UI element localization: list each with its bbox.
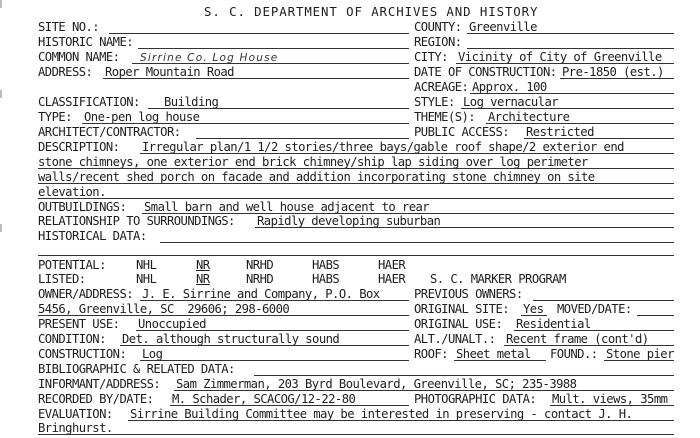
construction-label: CONSTRUCTION: [38,347,127,361]
previous-owners-line [533,300,674,301]
owner-line-1: J. E. Sirrine and Company, P.O. Box [142,287,380,301]
evaluation-underline-2 [38,434,674,435]
city-line [456,63,674,64]
scan-edge-mark [0,224,2,232]
alterations-line [504,345,674,346]
classification-value: Building [164,95,219,109]
bibliographic-line [254,375,674,376]
informant-label: INFORMANT/ADDRESS: [38,377,161,391]
alterations-label: ALT./UNALT.: [414,332,496,346]
surroundings-line [255,227,674,228]
evaluation-label: EVALUATION: [38,407,113,421]
description-underline-3 [38,183,674,184]
listed-habs: HABS [312,272,340,286]
photographic-label: PHOTOGRAPHIC DATA: [414,392,537,406]
condition-label: CONDITION: [38,332,106,346]
city-label: CITY: [414,50,448,64]
potential-nr: NR [196,258,210,272]
address-line [103,78,409,79]
foundation-value: Stone pier [606,347,674,361]
architect-line [196,138,409,139]
construction-line [140,360,409,361]
original-site-label: ORIGINAL SITE: [414,302,510,316]
owner-underline-1 [140,300,409,301]
roof-label: ROOF: [414,347,448,361]
themes-line [486,123,674,124]
architect-label: ARCHITECT/CONTRACTOR: [38,125,181,139]
description-line-4: elevation. [38,185,106,199]
original-use-value: Residential [516,317,591,331]
potential-habs: HABS [312,258,340,272]
style-value: Log vernacular [463,95,559,109]
listed-nhl: NHL [136,272,157,286]
themes-label: THEME(S): [414,110,476,124]
common-name-value: Sirrine Co. Log House [140,52,279,64]
region-label: REGION: [414,35,462,49]
original-use-label: ORIGINAL USE: [414,317,503,331]
site-no-label: SITE NO.: [38,20,100,34]
informant-value: Sam Zimmerman, 203 Byrd Boulevard, Greenville, SC; 235-3988 [176,377,577,391]
acreage-label: ACREAGE: [414,80,469,94]
description-line-2: stone chimneys, one exterior end brick chimney/ship lap siding over log perimeter [38,155,588,169]
description-line-1: Irregular plan/1 1/2 stories/three bays/gable roof shape/2 exterior end [142,140,624,154]
recorded-label: RECORDED BY/DATE: [38,392,154,406]
public-access-line [524,138,674,139]
public-access-label: PUBLIC ACCESS: [414,125,510,139]
evaluation-underline-1 [128,420,674,421]
themes-value: Architecture [488,110,570,124]
classification-line [148,108,409,109]
construction-value: Log [142,347,163,361]
region-line [467,48,674,49]
condition-value: Det. although structurally sound [122,332,340,346]
county-label: COUNTY: [414,20,462,34]
listed-nrhd: NRHD [246,272,274,286]
common-name-label: COMMON NAME: [38,50,120,64]
description-underline-4 [38,198,674,199]
roof-line [454,360,546,361]
original-site-value: Yes [523,302,544,316]
foundation-label: FOUND.: [550,347,598,361]
classification-label: CLASSIFICATION: [38,95,140,109]
common-name-line [132,63,409,64]
date-construction-line [560,78,674,79]
potential-label: POTENTIAL: [38,258,106,272]
original-use-line [514,330,674,331]
description-underline-2 [38,168,674,169]
address-label: ADDRESS: [38,65,93,79]
bibliographic-label: BIBLIOGRAPHIC & RELATED DATA: [38,362,235,376]
historical-data-label: HISTORICAL DATA: [38,229,147,243]
owner-line-2: 5456, Greenville, SC 29606; 298-6000 [38,302,290,316]
address-value: Roper Mountain Road [105,65,234,79]
description-underline-1 [140,153,674,154]
foundation-line [604,360,674,361]
city-value: Vicinity of City of Greenville [458,50,662,64]
owner-label: OWNER/ADDRESS: [38,287,134,301]
historic-name-label: HISTORIC NAME: [38,35,134,49]
site-no-line [109,33,409,34]
historic-name-line [138,48,409,49]
scan-edge-mark [0,0,2,8]
type-label: TYPE: [38,110,72,124]
informant-line [174,390,674,391]
present-use-value: Unoccupied [138,317,206,331]
acreage-line [470,93,674,94]
outbuildings-label: OUTBUILDINGS: [38,200,127,214]
acreage-value: Approx. 100 [472,80,547,94]
outbuildings-value: Small barn and well house adjacent to rear [144,200,430,214]
description-line-3: walls/recent shed porch on facade and addition incorporating stone chimney on site [38,170,595,184]
owner-underline-2 [38,315,409,316]
potential-haer: HAER [378,258,406,272]
style-line [461,108,674,109]
public-access-value: Restricted [526,125,594,139]
present-use-label: PRESENT USE: [38,317,120,331]
date-construction-value: Pre-1850 (est.) [562,65,664,79]
surroundings-label: RELATIONSHIP TO SURROUNDINGS: [38,214,235,228]
evaluation-line-2: Bringhurst. [38,421,113,435]
moved-date-line [637,315,674,316]
listed-nr: NR [196,272,210,286]
photographic-value: Mult. views, 35mm [552,392,668,406]
marker-program-heading: S. C. MARKER PROGRAM [430,272,566,286]
evaluation-line-1: Sirrine Building Committee may be interested in preserving - contact J. H. [130,407,633,421]
style-label: STYLE: [414,95,455,109]
surroundings-value: Rapidly developing suburban [257,214,441,228]
section-divider [38,255,674,256]
listed-haer: HAER [378,272,406,286]
type-line [82,123,409,124]
recorded-line [170,405,409,406]
photographic-line [550,405,674,406]
roof-value: Sheet metal [456,347,531,361]
form-title: S. C. DEPARTMENT OF ARCHIVES AND HISTORY [204,4,539,19]
condition-line [120,345,409,346]
county-line [467,33,674,34]
present-use-line [136,330,409,331]
scan-edge-mark [0,90,2,98]
previous-owners-label: PREVIOUS OWNERS: [414,287,523,301]
moved-date-label: MOVED/DATE: [557,302,632,316]
type-value: One-pen log house [84,110,200,124]
alterations-value: Recent frame (cont'd) [506,332,649,346]
potential-nhl: NHL [136,258,157,272]
original-site-line [521,315,547,316]
potential-nrhd: NRHD [246,258,274,272]
date-construction-label: DATE OF CONSTRUCTION: [414,65,557,79]
description-label: DESCRIPTION: [38,140,120,154]
county-value: Greenville [469,20,537,34]
listed-label: LISTED: [38,272,86,286]
historical-data-line [160,242,674,243]
recorded-value: M. Schader, SCACOG/12-22-80 [172,392,356,406]
